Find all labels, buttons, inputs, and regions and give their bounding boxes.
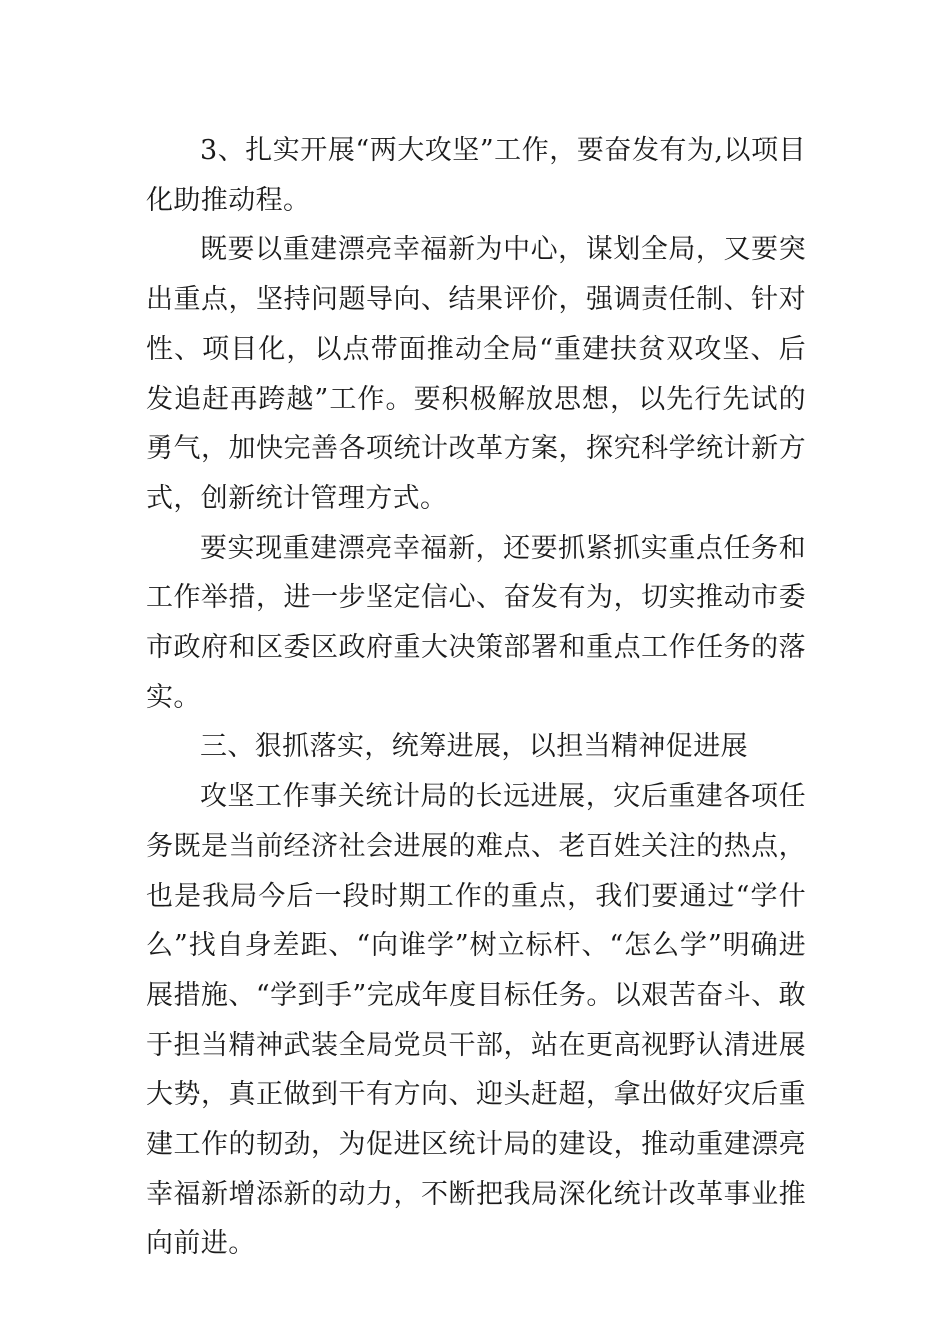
paragraph-key-tasks: 要实现重建漂亮幸福新，还要抓紧抓实重点任务和工作举措，进一步坚定信心、奋发有为，切实推动市委市政府和区委区政府重大决策部署和重点工作任务的落实。: [146, 532, 806, 713]
document-body: [146, 126, 806, 1269]
paragraph-implementation: 攻坚工作事关统计局的长远进展，灾后重建各项任务既是当前经济社会进展的难点、老百姓关注的热点，也是我局今后一段时期工作的重点，我们要通过“学什么”找自身差距、“向谁学”树立标杆、“怎么学”明确进展措施、“学到手”完成年度目标任务。以艰苦奋斗、敢于担当精神武装全局党员干部，站在更高视野认清进展大势，真正做到干有方向、迎头赶超，拿出做好灾后重建工作的韧劲，为促进区统计局的建设，推动重建漂亮幸福新增添新的动力，不断把我局深化统计改革事业推向前进。: [146, 781, 806, 1260]
section-heading-three: 三、狠抓落实，统筹进展，以担当精神促进展: [200, 731, 748, 763]
paragraph-overall-planning: 既要以重建漂亮幸福新为中心，谋划全局，又要突出重点，坚持问题导向、结果评价，强调责任制、针对性、项目化，以点带面推动全局“重建扶贫双攻坚、后发追赶再跨越”工作。要积极解放思想，以先行先试的勇气，加快完善各项统计改革方案，探究科学统计新方式，创新统计管理方式。: [146, 234, 806, 514]
paragraph-section-3-title: 3、扎实开展“两大攻坚”工作，要奋发有为,以项目化助推动程。: [146, 135, 806, 216]
